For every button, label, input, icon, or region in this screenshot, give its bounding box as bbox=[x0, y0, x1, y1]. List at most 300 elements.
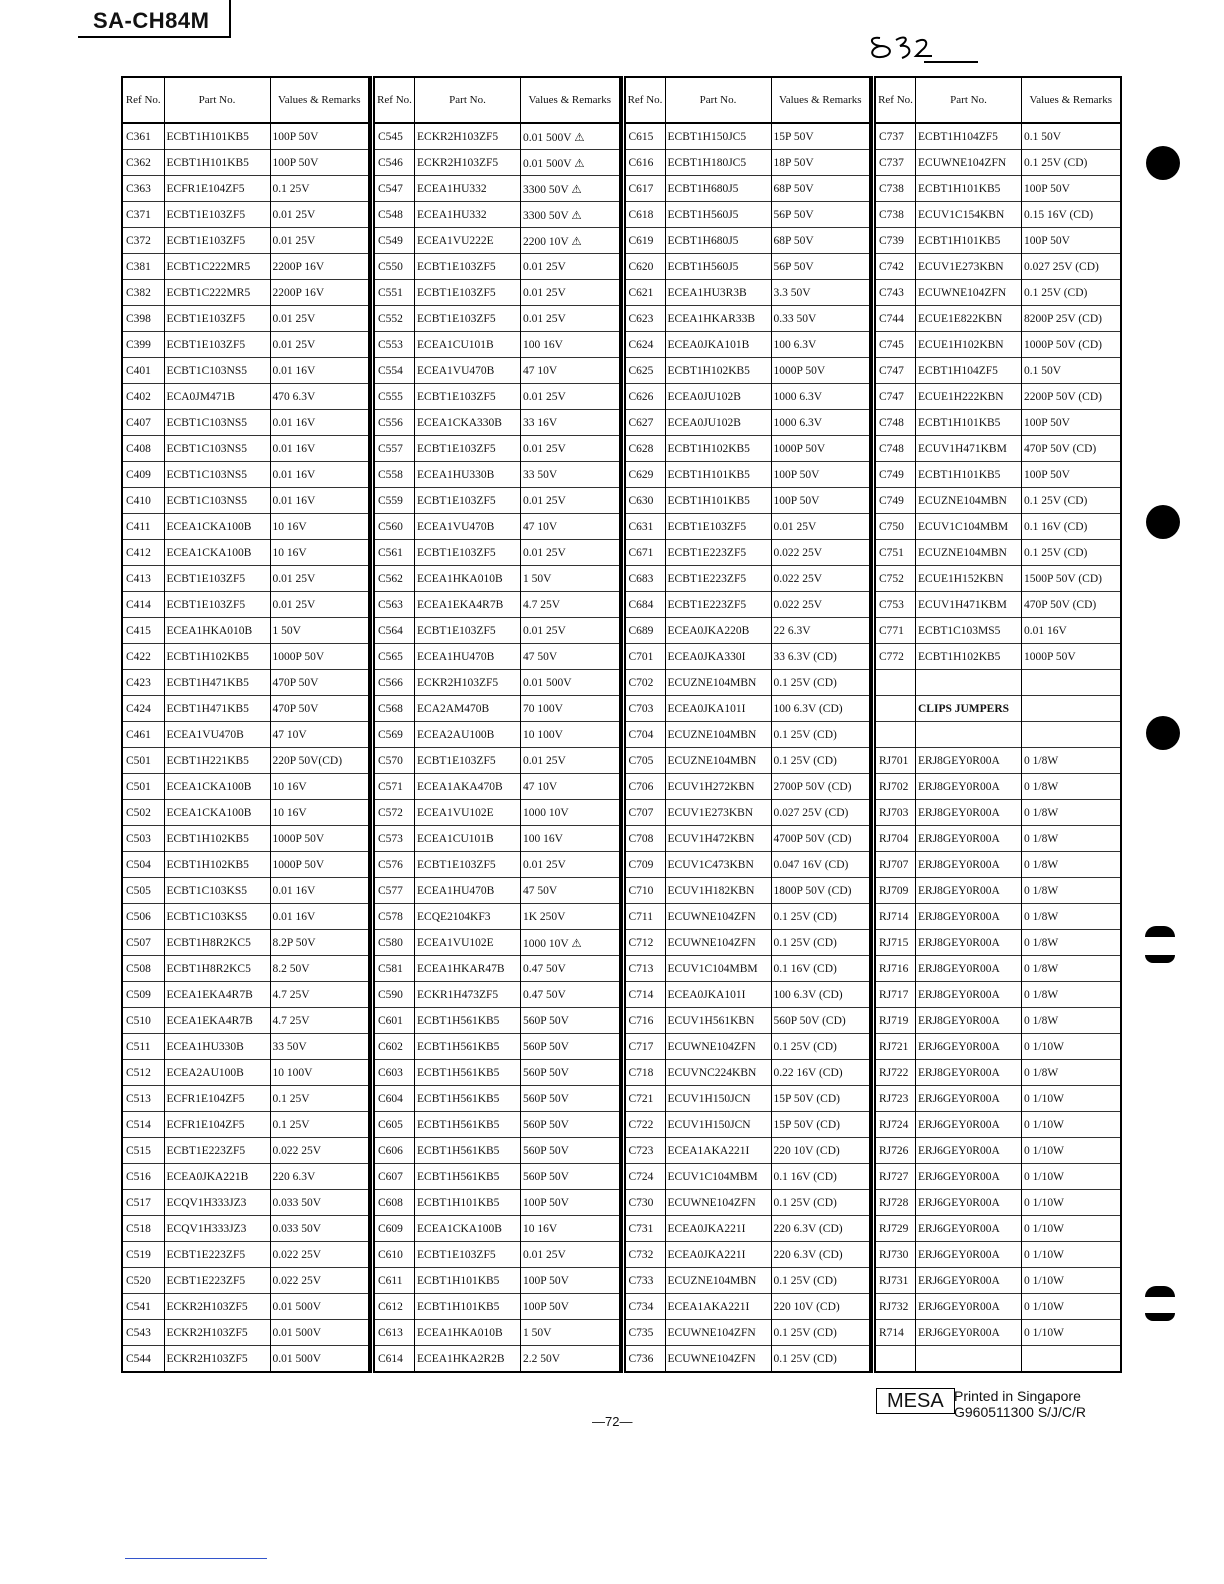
part-cell: ECUZNE104MBN bbox=[665, 670, 771, 696]
part-cell: ECEA2AU100B bbox=[164, 1060, 270, 1086]
ref-cell: C569 bbox=[373, 722, 415, 748]
value-cell: 0 1/8W bbox=[1022, 800, 1121, 826]
value-cell: 0.1 25V (CD) bbox=[771, 930, 870, 956]
part-cell: ECQE2104KF3 bbox=[415, 904, 521, 930]
ref-cell: C752 bbox=[874, 566, 916, 592]
part-cell: ECBT1H101KB5 bbox=[665, 462, 771, 488]
value-cell: 3300 50V ⚠ bbox=[521, 202, 620, 228]
ref-cell: C424 bbox=[122, 696, 164, 722]
ref-cell: C626 bbox=[623, 384, 665, 410]
value-cell: 0.1 25V (CD) bbox=[771, 1320, 870, 1346]
ref-cell: RJ721 bbox=[874, 1034, 916, 1060]
ref-cell: C738 bbox=[874, 202, 916, 228]
part-cell: ECBT1H101KB5 bbox=[415, 1294, 521, 1320]
table-row bbox=[623, 202, 870, 228]
value-cell: 56P 50V bbox=[771, 254, 870, 280]
value-cell: 560P 50V bbox=[521, 1008, 620, 1034]
part-cell: ECBT1H561KB5 bbox=[415, 1060, 521, 1086]
value-cell: 1000P 50V bbox=[270, 852, 369, 878]
ref-cell: C568 bbox=[373, 696, 415, 722]
value-cell: 0.033 50V bbox=[270, 1216, 369, 1242]
part-cell: ECUV1H471KBM bbox=[916, 436, 1022, 462]
part-cell: ECBT1H471KB5 bbox=[164, 670, 270, 696]
table-row bbox=[373, 254, 620, 280]
part-cell: ERJ8GEY0R00A bbox=[916, 826, 1022, 852]
part-cell: ECBT1H102KB5 bbox=[916, 644, 1022, 670]
table-row bbox=[623, 1320, 870, 1346]
ref-cell: C735 bbox=[623, 1320, 665, 1346]
part-cell: ECUZNE104MBN bbox=[665, 722, 771, 748]
ref-cell: C627 bbox=[623, 410, 665, 436]
table-row bbox=[373, 384, 620, 410]
value-cell: 0.027 25V (CD) bbox=[771, 800, 870, 826]
table-row bbox=[373, 202, 620, 228]
part-cell: ERJ8GEY0R00A bbox=[916, 904, 1022, 930]
part-cell: ERJ6GEY0R00A bbox=[916, 1112, 1022, 1138]
header-values: Values & Remarks bbox=[771, 77, 870, 123]
part-cell: ERJ8GEY0R00A bbox=[916, 982, 1022, 1008]
value-cell: 0.1 25V (CD) bbox=[771, 748, 870, 774]
part-cell: ECBT1E103ZF5 bbox=[415, 254, 521, 280]
part-cell: ECBT1H561KB5 bbox=[415, 1008, 521, 1034]
ref-cell: C564 bbox=[373, 618, 415, 644]
table-row bbox=[874, 176, 1121, 202]
part-cell: ECBT1H561KB5 bbox=[415, 1034, 521, 1060]
part-cell: ECUWNE104ZFN bbox=[665, 1346, 771, 1373]
table-row bbox=[623, 774, 870, 800]
ref-cell: C732 bbox=[623, 1242, 665, 1268]
ref-cell: C621 bbox=[623, 280, 665, 306]
part-cell: ECEA1VU470B bbox=[415, 358, 521, 384]
ref-cell: C742 bbox=[874, 254, 916, 280]
ref-cell: C415 bbox=[122, 618, 164, 644]
part-cell: ECEA0JKA221B bbox=[164, 1164, 270, 1190]
table-row bbox=[122, 592, 369, 618]
value-cell: 2200P 50V (CD) bbox=[1022, 384, 1121, 410]
table-row bbox=[373, 774, 620, 800]
table-row bbox=[623, 722, 870, 748]
header-ref: Ref No. bbox=[623, 77, 665, 123]
ref-cell: RJ704 bbox=[874, 826, 916, 852]
value-cell: 470P 50V bbox=[270, 696, 369, 722]
table-row bbox=[874, 722, 1121, 748]
ref-cell: C747 bbox=[874, 384, 916, 410]
ref-cell: C631 bbox=[623, 514, 665, 540]
table-row bbox=[874, 826, 1121, 852]
table-row bbox=[874, 306, 1121, 332]
table-row bbox=[874, 332, 1121, 358]
ref-cell: C722 bbox=[623, 1112, 665, 1138]
ref-cell: C618 bbox=[623, 202, 665, 228]
table-row bbox=[122, 332, 369, 358]
value-cell: 0.01 500V ⚠ bbox=[523, 131, 585, 144]
value-cell: 0.1 25V (CD) bbox=[771, 904, 870, 930]
part-cell: ECBT1H101KB5 bbox=[916, 176, 1022, 202]
part-cell: ECBT1H102KB5 bbox=[164, 852, 270, 878]
value-cell: 0.01 16V bbox=[1022, 618, 1121, 644]
table-header-row bbox=[122, 77, 369, 123]
table-row bbox=[122, 722, 369, 748]
ref-cell: C738 bbox=[874, 176, 916, 202]
value-cell: 0.01 25V bbox=[521, 748, 620, 774]
value-cell: 10 16V bbox=[270, 540, 369, 566]
value-cell: 0.01 25V bbox=[521, 280, 620, 306]
part-cell: ECBT1H102KB5 bbox=[164, 644, 270, 670]
value-cell: 220 6.3V bbox=[270, 1164, 369, 1190]
value-cell: 100P 50V bbox=[521, 1190, 620, 1216]
part-cell: ECUZNE104MBN bbox=[916, 488, 1022, 514]
part-cell: ECUV1H471KBM bbox=[916, 592, 1022, 618]
value-cell: 47 50V bbox=[521, 878, 620, 904]
table-row bbox=[373, 462, 620, 488]
part-cell: ECBT1H101KB5 bbox=[164, 150, 270, 176]
value-cell: 47 10V bbox=[270, 722, 369, 748]
value-cell: 0.022 25V bbox=[771, 592, 870, 618]
part-cell: ECUV1E273KBN bbox=[665, 800, 771, 826]
value-cell: 0.1 25V (CD) bbox=[1022, 150, 1121, 176]
ref-cell: C617 bbox=[623, 176, 665, 202]
value-cell: 0.022 25V bbox=[771, 540, 870, 566]
value-cell bbox=[1022, 1346, 1121, 1373]
part-cell: ECKR2H103ZF5 bbox=[415, 123, 521, 150]
ref-cell: C602 bbox=[373, 1034, 415, 1060]
part-cell: ECUWNE104ZFN bbox=[916, 150, 1022, 176]
ref-cell: C382 bbox=[122, 280, 164, 306]
value-cell: 33 50V bbox=[521, 462, 620, 488]
part-cell: ECBT1E103ZF5 bbox=[164, 332, 270, 358]
table-row bbox=[373, 644, 620, 670]
table-row bbox=[874, 566, 1121, 592]
table-row bbox=[373, 592, 620, 618]
value-cell: 0.15 16V (CD) bbox=[1022, 202, 1121, 228]
table-row bbox=[373, 852, 620, 878]
ref-cell: RJ724 bbox=[874, 1112, 916, 1138]
value-cell: 1K 250V bbox=[521, 904, 620, 930]
part-cell: ECBT1E103ZF5 bbox=[164, 202, 270, 228]
part-cell: ECBT1C103MS5 bbox=[916, 618, 1022, 644]
part-cell: ECEA1VU102E bbox=[415, 930, 521, 956]
value-cell: 100 6.3V (CD) bbox=[771, 696, 870, 722]
ref-cell: C578 bbox=[373, 904, 415, 930]
table-row bbox=[874, 878, 1121, 904]
table-row bbox=[122, 1138, 369, 1164]
value-cell: 47 50V bbox=[521, 644, 620, 670]
value-cell: 100P 50V bbox=[771, 488, 870, 514]
table-row bbox=[874, 748, 1121, 774]
part-cell: ECUV1C154KBN bbox=[916, 202, 1022, 228]
table-row bbox=[122, 1346, 369, 1373]
binding-mark-bottom bbox=[1145, 1313, 1175, 1321]
part-cell: ECBT1H221KB5 bbox=[164, 748, 270, 774]
table-row bbox=[874, 228, 1121, 254]
value-cell bbox=[1022, 670, 1121, 696]
table-row bbox=[623, 410, 870, 436]
part-cell: ECBT1C103NS5 bbox=[164, 358, 270, 384]
value-cell: 4.7 25V bbox=[270, 1008, 369, 1034]
part-cell: ECFR1E104ZF5 bbox=[164, 1086, 270, 1112]
ref-cell: C580 bbox=[373, 930, 415, 956]
table-row bbox=[122, 566, 369, 592]
table-row bbox=[122, 748, 369, 774]
value-cell: 0 1/8W bbox=[1022, 774, 1121, 800]
part-cell: ECBT1H560J5 bbox=[665, 254, 771, 280]
ref-cell: C552 bbox=[373, 306, 415, 332]
ref-cell: C563 bbox=[373, 592, 415, 618]
table-row bbox=[373, 696, 620, 722]
ref-cell: C703 bbox=[623, 696, 665, 722]
part-cell: ERJ8GEY0R00A bbox=[916, 878, 1022, 904]
ref-cell: C461 bbox=[122, 722, 164, 748]
value-cell: 560P 50V bbox=[521, 1086, 620, 1112]
table-row bbox=[122, 1086, 369, 1112]
table-row bbox=[122, 956, 369, 982]
part-cell: ECBT1H101KB5 bbox=[164, 123, 270, 150]
table-row bbox=[373, 1008, 620, 1034]
value-cell: 15P 50V (CD) bbox=[771, 1086, 870, 1112]
table-row bbox=[122, 930, 369, 956]
table-row bbox=[874, 514, 1121, 540]
part-cell: ECUZNE104MBN bbox=[916, 540, 1022, 566]
table-row bbox=[623, 1294, 870, 1320]
table-row bbox=[373, 826, 620, 852]
value-cell: 3.3 50V bbox=[771, 280, 870, 306]
value-cell bbox=[1022, 722, 1121, 748]
part-cell: ECEA1CU101B bbox=[415, 826, 521, 852]
part-cell: ECEA1AKA221I bbox=[665, 1294, 771, 1320]
ref-cell: C708 bbox=[623, 826, 665, 852]
table-row bbox=[623, 592, 870, 618]
part-cell: ECBT1E223ZF5 bbox=[164, 1242, 270, 1268]
table-row bbox=[874, 852, 1121, 878]
ref-cell: C749 bbox=[874, 462, 916, 488]
part-cell: ECBT1H102KB5 bbox=[665, 436, 771, 462]
ref-cell: C619 bbox=[623, 228, 665, 254]
table-row bbox=[122, 982, 369, 1008]
ref-cell: C630 bbox=[623, 488, 665, 514]
part-cell: ECKR1H473ZF5 bbox=[415, 982, 521, 1008]
part-cell: ECBT1E223ZF5 bbox=[164, 1138, 270, 1164]
ref-cell: C683 bbox=[623, 566, 665, 592]
ref-cell: C734 bbox=[623, 1294, 665, 1320]
part-cell: ECEA0JKA101I bbox=[665, 982, 771, 1008]
ref-cell: C717 bbox=[623, 1034, 665, 1060]
table-row bbox=[122, 1268, 369, 1294]
value-cell: 0.022 25V bbox=[270, 1268, 369, 1294]
ref-cell: C581 bbox=[373, 956, 415, 982]
ref-cell: RJ714 bbox=[874, 904, 916, 930]
ref-cell: C751 bbox=[874, 540, 916, 566]
part-cell: ECEA1CKA100B bbox=[164, 774, 270, 800]
table-row bbox=[874, 670, 1121, 696]
part-cell: ECBT1C103NS5 bbox=[164, 410, 270, 436]
ref-cell: C514 bbox=[122, 1112, 164, 1138]
part-cell: ECEA1HKAR33B bbox=[665, 306, 771, 332]
table-row bbox=[122, 1320, 369, 1346]
value-cell: 10 16V bbox=[521, 1216, 620, 1242]
table-row bbox=[122, 774, 369, 800]
ref-cell: C555 bbox=[373, 384, 415, 410]
ref-cell: C706 bbox=[623, 774, 665, 800]
part-cell: ECEA1HU470B bbox=[415, 644, 521, 670]
ref-cell: C371 bbox=[122, 202, 164, 228]
parts-table bbox=[621, 76, 872, 1373]
value-cell: 68P 50V bbox=[771, 176, 870, 202]
part-cell: ECBT1H560J5 bbox=[665, 202, 771, 228]
value-cell: 0 1/10W bbox=[1022, 1242, 1121, 1268]
value-cell: 0.01 25V bbox=[270, 228, 369, 254]
table-row bbox=[122, 123, 369, 150]
ref-cell: C372 bbox=[122, 228, 164, 254]
value-cell: 56P 50V bbox=[771, 202, 870, 228]
ref-cell: C613 bbox=[373, 1320, 415, 1346]
parts-table bbox=[871, 76, 1122, 1373]
part-cell: ECEA1AKA221I bbox=[665, 1138, 771, 1164]
part-cell: ECEA0JU102B bbox=[665, 410, 771, 436]
value-cell bbox=[1022, 696, 1121, 722]
part-cell bbox=[916, 670, 1022, 696]
value-cell: 560P 50V (CD) bbox=[771, 1008, 870, 1034]
part-cell: ECUV1C104MBM bbox=[665, 1164, 771, 1190]
header-part-no: Part No. bbox=[164, 77, 270, 123]
part-cell: ECUV1C104MBM bbox=[916, 514, 1022, 540]
table-row bbox=[874, 358, 1121, 384]
table-row bbox=[874, 1164, 1121, 1190]
table-row bbox=[122, 150, 369, 176]
ref-cell: C512 bbox=[122, 1060, 164, 1086]
value-cell: 15P 50V bbox=[773, 130, 814, 143]
part-cell: ERJ6GEY0R00A bbox=[916, 1164, 1022, 1190]
ref-cell: C772 bbox=[874, 644, 916, 670]
value-cell: 22 6.3V bbox=[771, 618, 870, 644]
table-row bbox=[874, 436, 1121, 462]
table-row bbox=[373, 1242, 620, 1268]
table-row bbox=[623, 982, 870, 1008]
value-cell: 0.01 16V bbox=[270, 436, 369, 462]
part-cell: ECEA0JKA101I bbox=[665, 696, 771, 722]
table-row bbox=[874, 462, 1121, 488]
part-cell: CLIPS JUMPERS bbox=[916, 696, 1022, 722]
value-cell: 470P 50V (CD) bbox=[1022, 436, 1121, 462]
value-cell: 10 16V bbox=[270, 774, 369, 800]
part-cell: ECBT1H180JC5 bbox=[665, 150, 771, 176]
table-row bbox=[373, 436, 620, 462]
value-cell: 0.047 16V (CD) bbox=[771, 852, 870, 878]
part-cell: ECBT1C103NS5 bbox=[164, 488, 270, 514]
value-cell: 0 1/8W bbox=[1022, 1060, 1121, 1086]
ref-cell: C610 bbox=[373, 1242, 415, 1268]
table-row bbox=[373, 1034, 620, 1060]
table-row bbox=[874, 384, 1121, 410]
header-ref: Ref No. bbox=[122, 77, 164, 123]
ref-cell: C541 bbox=[122, 1294, 164, 1320]
part-cell: ECEA1CKA100B bbox=[164, 540, 270, 566]
value-cell: 0.01 16V bbox=[270, 358, 369, 384]
header-part-no: Part No. bbox=[916, 77, 1022, 123]
part-cell: ECBT1H680J5 bbox=[665, 228, 771, 254]
part-cell: ECEA1CKA100B bbox=[164, 800, 270, 826]
header-ref: Ref No. bbox=[874, 77, 916, 123]
part-cell: ECBT1E103ZF5 bbox=[415, 852, 521, 878]
ref-cell: C554 bbox=[373, 358, 415, 384]
part-cell: ERJ8GEY0R00A bbox=[916, 774, 1022, 800]
value-cell: 560P 50V bbox=[521, 1034, 620, 1060]
ref-cell: C731 bbox=[623, 1216, 665, 1242]
table-row bbox=[373, 670, 620, 696]
table-row bbox=[122, 436, 369, 462]
value-cell: 0.01 500V bbox=[270, 1346, 369, 1373]
ref-cell: C557 bbox=[373, 436, 415, 462]
ref-cell: C501 bbox=[122, 774, 164, 800]
value-cell: 0.01 25V bbox=[270, 202, 369, 228]
ref-cell: C549 bbox=[373, 228, 415, 254]
table-row bbox=[122, 384, 369, 410]
part-cell: ERJ8GEY0R00A bbox=[916, 930, 1022, 956]
ref-cell: C609 bbox=[373, 1216, 415, 1242]
table-row bbox=[122, 852, 369, 878]
value-cell: 2700P 50V (CD) bbox=[771, 774, 870, 800]
table-row bbox=[623, 358, 870, 384]
part-cell: ECFR1E104ZF5 bbox=[164, 1112, 270, 1138]
binding-mark-top bbox=[1145, 1286, 1175, 1297]
table-row bbox=[122, 800, 369, 826]
table-header-row bbox=[373, 77, 620, 123]
part-cell: ECBT1H101KB5 bbox=[415, 1190, 521, 1216]
value-cell: 1 50V bbox=[521, 1320, 620, 1346]
ref-cell: C572 bbox=[373, 800, 415, 826]
part-cell: ECUV1H150JCN bbox=[665, 1086, 771, 1112]
value-cell: 0.01 25V bbox=[270, 306, 369, 332]
ref-cell bbox=[874, 722, 916, 748]
ref-cell: C710 bbox=[623, 878, 665, 904]
table-row bbox=[623, 1138, 870, 1164]
value-cell: 33 6.3V (CD) bbox=[771, 644, 870, 670]
value-cell: 220 10V (CD) bbox=[771, 1294, 870, 1320]
table-row bbox=[122, 826, 369, 852]
ref-cell: RJ719 bbox=[874, 1008, 916, 1034]
table-row bbox=[373, 514, 620, 540]
ref-cell bbox=[874, 1346, 916, 1373]
value-cell: 2200 10V ⚠ bbox=[521, 228, 620, 254]
table-row bbox=[874, 774, 1121, 800]
part-cell: ECUWNE104ZFN bbox=[665, 930, 771, 956]
table-row bbox=[623, 462, 870, 488]
ref-cell: C736 bbox=[623, 1346, 665, 1373]
part-cell: ECUV1H561KBN bbox=[665, 1008, 771, 1034]
part-cell: ECUV1C104MBM bbox=[665, 956, 771, 982]
ref-cell: C515 bbox=[122, 1138, 164, 1164]
value-cell: 220P 50V(CD) bbox=[270, 748, 369, 774]
part-cell: ERJ8GEY0R00A bbox=[916, 748, 1022, 774]
ref-cell: C411 bbox=[122, 514, 164, 540]
value-cell: 1000 10V ⚠ bbox=[521, 930, 620, 956]
part-cell: ECUV1H472KBN bbox=[665, 826, 771, 852]
part-cell: ERJ6GEY0R00A bbox=[916, 1268, 1022, 1294]
ref-cell: C363 bbox=[122, 176, 164, 202]
ref-cell: C381 bbox=[122, 254, 164, 280]
ref-cell: RJ716 bbox=[874, 956, 916, 982]
part-cell: ECBT1E103ZF5 bbox=[415, 306, 521, 332]
ref-cell: C623 bbox=[623, 306, 665, 332]
value-cell: 4.7 25V bbox=[270, 982, 369, 1008]
parts-tables bbox=[121, 76, 1110, 1373]
part-cell: ERJ6GEY0R00A bbox=[916, 1216, 1022, 1242]
part-cell: ECEA0JKA220B bbox=[665, 618, 771, 644]
table-row bbox=[122, 488, 369, 514]
table-row bbox=[623, 644, 870, 670]
part-cell bbox=[916, 722, 1022, 748]
ref-cell: C503 bbox=[122, 826, 164, 852]
ref-cell: C553 bbox=[373, 332, 415, 358]
